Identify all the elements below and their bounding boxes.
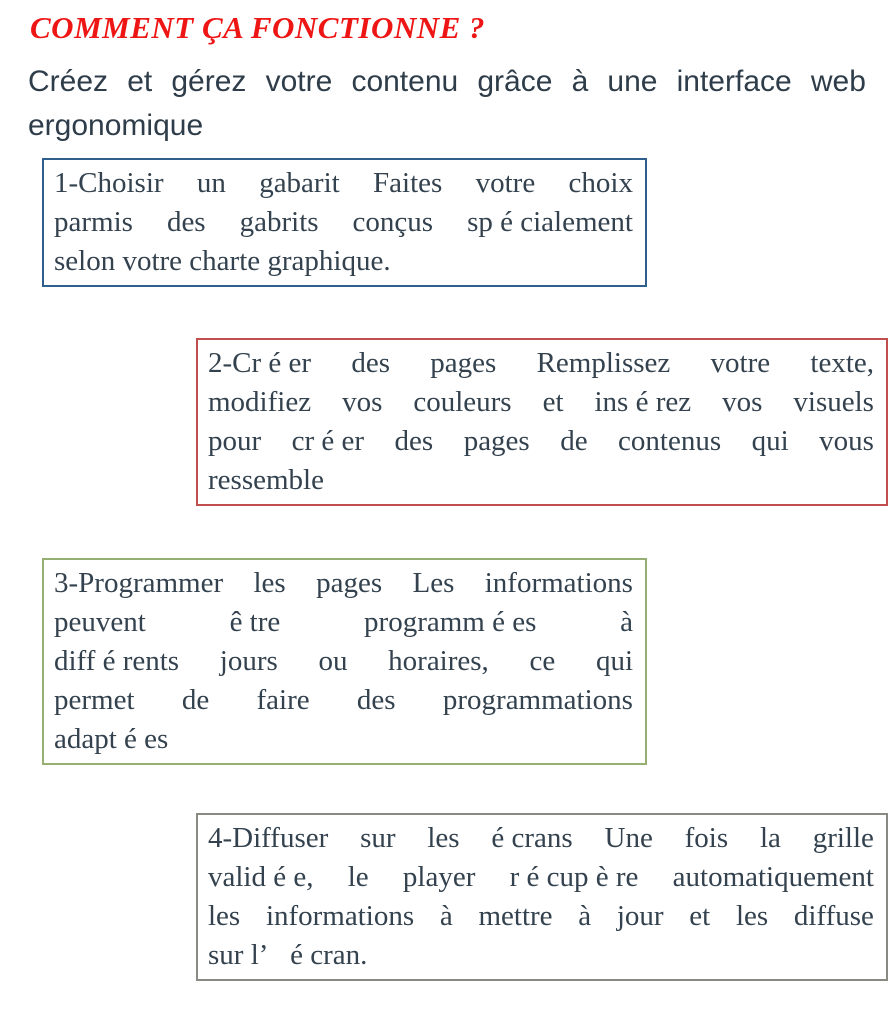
- word-token: pour: [208, 425, 262, 457]
- word-token: couleurs: [413, 386, 512, 418]
- word-token: le: [347, 861, 369, 893]
- word-token: cr é er: [291, 425, 365, 457]
- word-token: jours: [219, 645, 278, 677]
- word-token: peuvent: [54, 606, 146, 638]
- word-token: 3-Programmer: [54, 567, 224, 599]
- page-subtitle-line-2: ergonomique: [28, 109, 204, 142]
- word-token: votre: [265, 65, 333, 98]
- word-token: des: [351, 347, 390, 379]
- word-token: visuels: [793, 386, 874, 418]
- word-token: et: [689, 900, 711, 932]
- word-token: et: [542, 386, 564, 418]
- word-token: vos: [342, 386, 383, 418]
- word-token: programm é es: [364, 606, 537, 638]
- word-token: sp é cialement: [467, 206, 633, 238]
- word-token: grâce: [477, 65, 553, 98]
- word-token: ou: [318, 645, 348, 677]
- word-token: une: [607, 65, 658, 98]
- word-token: interface: [676, 65, 792, 98]
- step-line: [208, 897, 874, 936]
- word-token: diffuse: [793, 900, 874, 932]
- word-token: texte,: [810, 347, 874, 379]
- step-box-3: [42, 558, 647, 765]
- step-line: [208, 422, 874, 461]
- step-line: [54, 642, 633, 681]
- step-box-4: [196, 813, 888, 981]
- word-token: modifiez: [208, 386, 312, 418]
- word-token: votre: [710, 347, 771, 379]
- word-token: pages: [316, 567, 383, 599]
- word-token: gabarit: [259, 167, 340, 199]
- word-token: les: [735, 900, 769, 932]
- step-line: [54, 203, 633, 242]
- word-token: Les: [412, 567, 455, 599]
- word-token: ce: [529, 645, 556, 677]
- word-token: les: [253, 567, 286, 599]
- word-token: player: [402, 861, 476, 893]
- word-token: pages: [463, 425, 530, 457]
- step-line: sur l’ é cran.: [208, 939, 368, 971]
- step-box-1: [42, 158, 647, 287]
- word-token: de: [560, 425, 588, 457]
- word-token: ê tre: [229, 606, 281, 638]
- step-line: [54, 681, 633, 720]
- word-token: Créez: [28, 65, 109, 98]
- word-token: jour: [616, 900, 664, 932]
- step-line: [208, 344, 874, 383]
- word-token: mettre: [478, 900, 553, 932]
- word-token: des: [394, 425, 434, 457]
- word-token: gabrits: [239, 206, 319, 238]
- word-token: des: [166, 206, 206, 238]
- word-token: valid é e,: [208, 861, 314, 893]
- page-subtitle: [28, 60, 866, 148]
- word-token: 1-Choisir: [54, 167, 164, 199]
- word-token: choix: [568, 167, 633, 199]
- word-token: r é cup è re: [509, 861, 639, 893]
- step-line: [54, 164, 633, 203]
- word-token: horaires,: [388, 645, 489, 677]
- step-line: ressemble: [208, 464, 324, 496]
- word-token: ins é rez: [594, 386, 692, 418]
- word-token: Une: [604, 822, 653, 854]
- word-token: à: [571, 65, 589, 98]
- word-token: votre: [475, 167, 536, 199]
- word-token: permet: [54, 684, 135, 716]
- word-token: 4-Diffuser: [208, 822, 329, 854]
- word-token: conçus: [352, 206, 434, 238]
- page-subtitle-line-1: [28, 60, 866, 104]
- word-token: contenu: [351, 65, 459, 98]
- word-token: un: [196, 167, 226, 199]
- word-token: programmations: [442, 684, 633, 716]
- word-token: grille: [812, 822, 874, 854]
- word-token: de: [181, 684, 210, 716]
- word-token: 2-Cr é er: [208, 347, 312, 379]
- word-token: diff é rents: [54, 645, 180, 677]
- step-line: [54, 603, 633, 642]
- word-token: faire: [256, 684, 310, 716]
- word-token: qui: [751, 425, 789, 457]
- word-token: contenus: [618, 425, 722, 457]
- word-token: web: [810, 65, 866, 98]
- word-token: à: [439, 900, 453, 932]
- word-token: à: [620, 606, 633, 638]
- word-token: é crans: [491, 822, 573, 854]
- word-token: qui: [595, 645, 633, 677]
- word-token: fois: [684, 822, 729, 854]
- step-line: adapt é es: [54, 723, 169, 755]
- word-token: vos: [722, 386, 763, 418]
- step-line: [208, 858, 874, 897]
- word-token: Remplissez: [536, 347, 671, 379]
- step-box-2: [196, 338, 888, 506]
- word-token: et: [127, 65, 153, 98]
- word-token: à: [578, 900, 592, 932]
- step-line: selon votre charte graphique.: [54, 245, 391, 277]
- word-token: informations: [265, 900, 415, 932]
- step-line: [54, 564, 633, 603]
- word-token: Faites: [373, 167, 443, 199]
- page-title: COMMENT ÇA FONCTIONNE ?: [30, 10, 486, 45]
- word-token: les: [427, 822, 460, 854]
- word-token: automatiquement: [672, 861, 874, 893]
- word-token: informations: [484, 567, 633, 599]
- step-line: [208, 383, 874, 422]
- word-token: les: [208, 900, 241, 932]
- word-token: pages: [430, 347, 497, 379]
- word-token: la: [759, 822, 781, 854]
- step-line: [208, 819, 874, 858]
- word-token: vous: [819, 425, 874, 457]
- word-token: des: [356, 684, 396, 716]
- word-token: parmis: [54, 206, 133, 238]
- word-token: sur: [360, 822, 396, 854]
- word-token: gérez: [171, 65, 247, 98]
